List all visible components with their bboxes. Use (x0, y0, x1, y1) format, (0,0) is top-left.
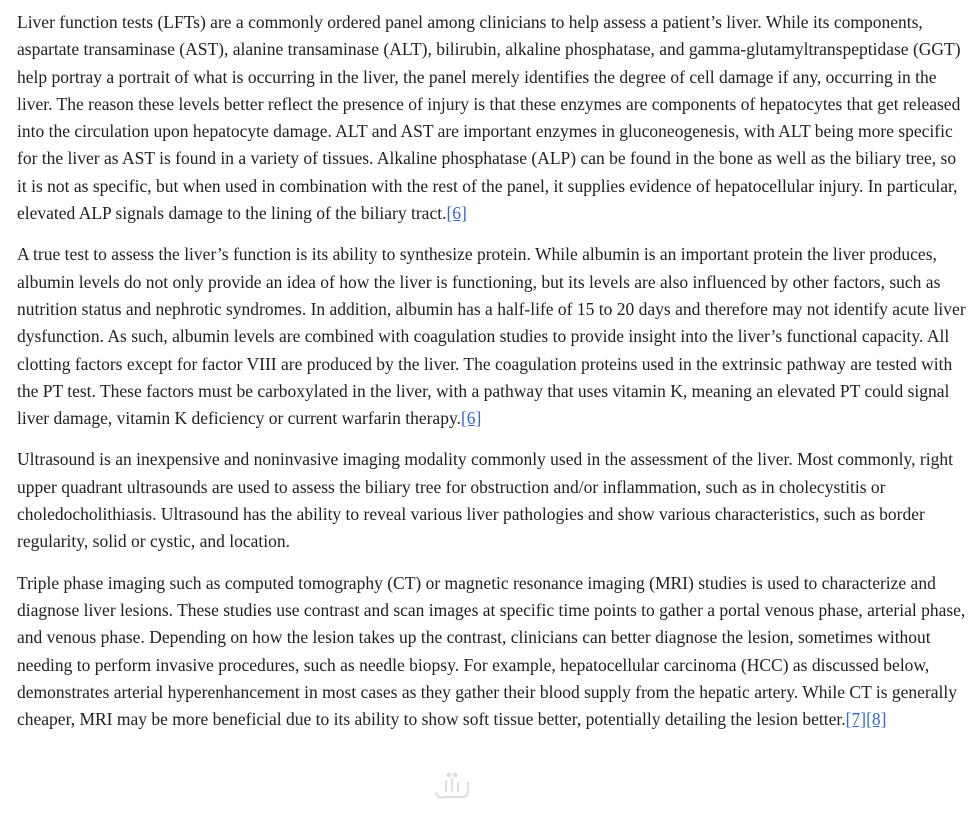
article-body (17, 9, 967, 747)
citation-link[interactable]: [8] (866, 709, 887, 730)
paragraph-triple-phase-imaging (17, 570, 967, 734)
paragraph-text: Liver function tests (LFTs) are a commonly ordered panel among clinicians to help assess a patient’s liver. While its components, aspartate transaminase (AST), alanine transaminase (ALT), bilirubin, alkaline phosphatase, and gamma-glutamyltranspeptidase (GGT) help portray a portrait of what is occurring in the liver, the panel merely identifies the degree of cell damage if any, occurring in the liver. The reason these levels better reflect the presence of injury is that these enzymes are components of hepatocytes that get released into the circulation upon hepatocyte damage. ALT and AST are important enzymes in gluconeogenesis, with ALT being more specific for the liver as AST is found in a variety of tissues. Alkaline phosphatase (ALP) can be found in the bone as well as the biliary tree, so it is not as specific, but when used in combination with the rest of the panel, it supplies evidence of hepatocellular injury. In particular, elevated ALP signals damage to the lining of the biliary tract. (17, 12, 961, 224)
paragraph-text: Triple phase imaging such as computed tomography (CT) or magnetic resonance imaging (MRI) studies is used to characterize and diagnose liver lesions. These studies use contrast and scan images at specific time points to gather a portal venous phase, arterial phase, and venous phase. Depending on how the lesion takes up the contrast, clinicians can better diagnose the lesion, sometimes without needing to perform invasive procedures, such as needle biopsy. For example, hepatocellular carcinoma (HCC) as discussed below, demonstrates arterial hyperenhancement in most cases as they gather their blood supply from the hepatic artery. While CT is generally cheaper, MRI may be more beneficial due to its ability to show soft tissue better, potentially detailing the lesion better. (17, 572, 966, 730)
watermark-logo-icon (432, 771, 472, 805)
citation-link[interactable]: [6] (460, 408, 482, 429)
paragraph-lft (17, 9, 967, 227)
paragraph-text: A true test to assess the liver’s function is its ability to synthesize protein. While albumin is an important protein the liver produces, albumin levels do not only provide an idea of how the liver is functioning, but its levels are also influenced by other factors, such as nutrition status and nephrotic syndromes. In addition, albumin has a half-life of 15 to 20 days and therefore may not identify acute liver dysfunction. As such, albumin levels are combined with coagulation studies to provide insight into the liver’s functional capacity. All clotting factors except for factor VIII are produced by the liver. The coagulation proteins used in the extrinsic pathway are tested with the PT test. These factors must be carboxylated in the liver, with a pathway that uses vitamin K, meaning an elevated PT could signal liver damage, vitamin K deficiency or current warfarin therapy. (17, 244, 966, 429)
paragraph-synthetic-function (17, 241, 967, 432)
citation-link[interactable]: [7] (845, 709, 867, 730)
paragraph-ultrasound (17, 446, 967, 555)
citation-link[interactable]: [6] (446, 203, 467, 224)
paragraph-text: Ultrasound is an inexpensive and noninvasive imaging modality commonly used in the assessment of the liver. Most commonly, right upper quadrant ultrasounds are used to assess the biliary tree for obstruction and/or inflammation, such as in cholecystitis or choledocholithiasis. Ultrasound has the ability to reveal various liver pathologies and show various characteristics, such as border regularity, solid or cystic, and location. (17, 449, 953, 552)
